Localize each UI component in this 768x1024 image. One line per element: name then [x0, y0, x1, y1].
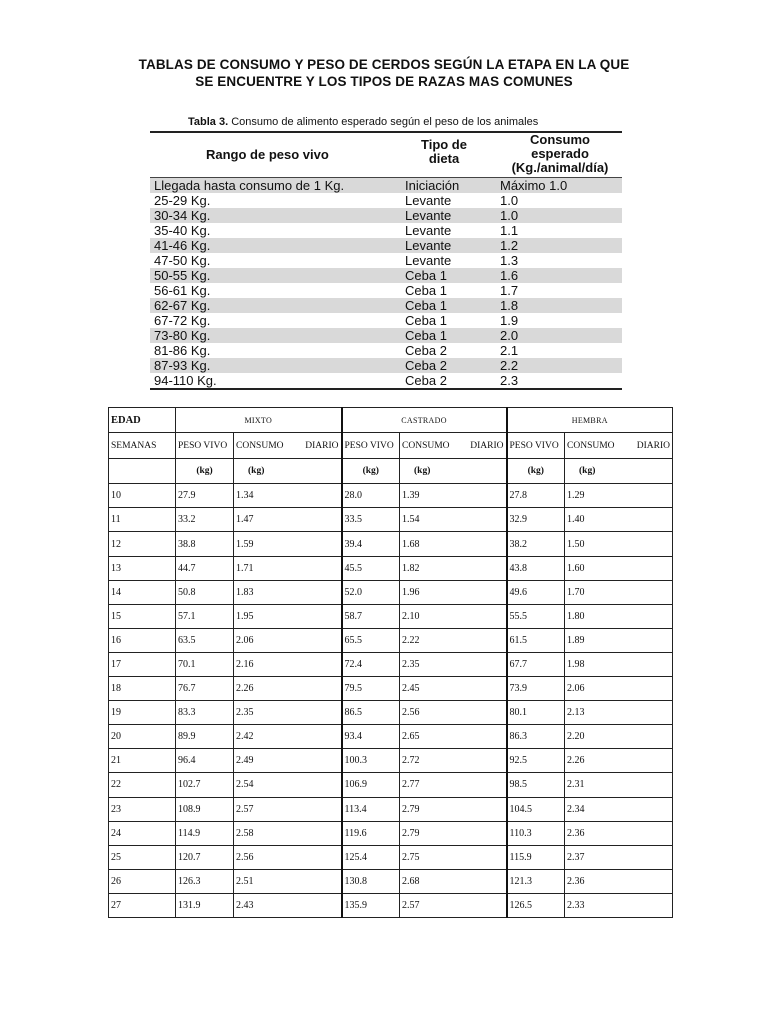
- hembra-weight-cell: 32.9: [507, 508, 565, 532]
- weight-range-cell: Llegada hasta consumo de 1 Kg.: [154, 178, 345, 193]
- mixto-weight-cell: 89.9: [176, 725, 234, 749]
- table-body: [150, 178, 622, 388]
- mixto-consumption-cell: 1.71: [234, 556, 342, 580]
- hembra-weight-cell: 61.5: [507, 628, 565, 652]
- table-header: [150, 133, 622, 178]
- mixto-consumption-cell: 2.42: [234, 725, 342, 749]
- castrado-weight-cell: 52.0: [342, 580, 400, 604]
- hembra-weight-cell: 110.3: [507, 821, 565, 845]
- week-cell: 22: [109, 773, 176, 797]
- hembra-weight-cell: 73.9: [507, 677, 565, 701]
- hembra-consumption-cell: 1.98: [565, 652, 673, 676]
- castrado-weight-cell: 65.5: [342, 628, 400, 652]
- mixto-weight-cell: 76.7: [176, 677, 234, 701]
- mixto-consumption-cell: 1.47: [234, 508, 342, 532]
- hembra-consumption-cell: 2.36: [565, 821, 673, 845]
- hembra-consumption-cell: 2.20: [565, 725, 673, 749]
- castrado-weight-cell: 106.9: [342, 773, 400, 797]
- week-cell: 12: [109, 532, 176, 556]
- mixto-weight-cell: 126.3: [176, 869, 234, 893]
- consumption-cell: 1.0: [500, 193, 519, 208]
- castrado-consumption-cell: 2.77: [400, 773, 507, 797]
- hembra-consumption-cell: 2.26: [565, 749, 673, 773]
- diet-type-cell: Levante: [405, 238, 452, 253]
- table-row: [150, 238, 622, 253]
- castrado-weight-cell: 45.5: [342, 556, 400, 580]
- week-cell: 25: [109, 845, 176, 869]
- weight-range-cell: 73-80 Kg.: [154, 328, 211, 343]
- castrado-weight-cell: 113.4: [342, 797, 400, 821]
- hembra-weight-cell: 38.2: [507, 532, 565, 556]
- table-row: [109, 797, 673, 821]
- hembra-weight-cell: 80.1: [507, 701, 565, 725]
- table-row: [109, 749, 673, 773]
- castrado-weight-cell: 93.4: [342, 725, 400, 749]
- week-cell: 13: [109, 556, 176, 580]
- hembra-weight-cell: 67.7: [507, 652, 565, 676]
- diet-type-cell: Levante: [405, 208, 452, 223]
- mixto-consumption-cell: 1.34: [234, 484, 342, 508]
- header-diet-type: [408, 138, 480, 166]
- header-semanas: SEMANAS: [109, 433, 176, 459]
- table-row: [109, 556, 673, 580]
- mixto-weight-cell: 70.1: [176, 652, 234, 676]
- mixto-weight-cell: 131.9: [176, 893, 234, 917]
- week-cell: 27: [109, 893, 176, 917]
- diet-type-cell: Ceba 1: [405, 298, 447, 313]
- week-cell: 10: [109, 484, 176, 508]
- castrado-weight-cell: 33.5: [342, 508, 400, 532]
- header-mixto: MIXTO: [176, 408, 342, 433]
- table-row: [109, 869, 673, 893]
- castrado-consumption-cell: 2.56: [400, 701, 507, 725]
- diet-type-cell: Ceba 1: [405, 328, 447, 343]
- consumption-cell: 2.0: [500, 328, 519, 343]
- mixto-consumption-cell: 1.95: [234, 604, 342, 628]
- header-hembra-peso: PESO VIVO: [507, 433, 565, 459]
- hembra-consumption-cell: 1.29: [565, 484, 673, 508]
- diet-type-cell: Iniciación: [405, 178, 460, 193]
- table-row: [109, 845, 673, 869]
- mixto-consumption-cell: 2.35: [234, 701, 342, 725]
- header-hembra-consumo: [565, 433, 673, 459]
- consumption-cell: Máximo 1.0: [500, 178, 568, 193]
- unit-hembra-peso: (kg): [507, 459, 565, 484]
- table-row: [150, 313, 622, 328]
- header-hembra: HEMBRA: [507, 408, 673, 433]
- mixto-weight-cell: 120.7: [176, 845, 234, 869]
- castrado-weight-cell: 119.6: [342, 821, 400, 845]
- hembra-consumption-cell: 1.70: [565, 580, 673, 604]
- table-row: [109, 821, 673, 845]
- week-cell: 15: [109, 604, 176, 628]
- weight-range-cell: 50-55 Kg.: [154, 268, 211, 283]
- mixto-weight-cell: 96.4: [176, 749, 234, 773]
- weight-range-cell: 81-86 Kg.: [154, 343, 211, 358]
- mixto-weight-cell: 63.5: [176, 628, 234, 652]
- consumption-cell: 1.6: [500, 268, 519, 283]
- weight-range-cell: 87-93 Kg.: [154, 358, 211, 373]
- castrado-consumption-cell: 2.79: [400, 797, 507, 821]
- mixto-weight-cell: 108.9: [176, 797, 234, 821]
- table-row: [109, 677, 673, 701]
- table-row: [109, 580, 673, 604]
- header-diario-label: DIARIO: [636, 440, 671, 451]
- consumption-cell: 1.7: [500, 283, 519, 298]
- weight-range-cell: 67-72 Kg.: [154, 313, 211, 328]
- castrado-consumption-cell: 1.82: [400, 556, 507, 580]
- consumption-cell: 2.2: [500, 358, 519, 373]
- mixto-weight-cell: 38.8: [176, 532, 234, 556]
- consumption-cell: 1.2: [500, 238, 519, 253]
- mixto-weight-cell: 33.2: [176, 508, 234, 532]
- week-cell: 17: [109, 652, 176, 676]
- mixto-weight-cell: 50.8: [176, 580, 234, 604]
- header-consumption-line3: (Kg./animal/día): [511, 160, 609, 175]
- weight-range-cell: 47-50 Kg.: [154, 253, 211, 268]
- mixto-consumption-cell: 2.56: [234, 845, 342, 869]
- table-caption: [150, 114, 622, 133]
- header-consumption-line1: Consumo: [530, 132, 590, 147]
- mixto-consumption-cell: 2.57: [234, 797, 342, 821]
- header-diet-type-line1: Tipo de: [421, 137, 467, 152]
- consumption-cell: 1.8: [500, 298, 519, 313]
- table-row: [150, 298, 622, 313]
- hembra-consumption-cell: 2.06: [565, 677, 673, 701]
- week-cell: 16: [109, 628, 176, 652]
- mixto-weight-cell: 44.7: [176, 556, 234, 580]
- header-consumption-line2: esperado: [531, 146, 589, 161]
- mixto-consumption-cell: 2.49: [234, 749, 342, 773]
- table-row: [150, 328, 622, 343]
- hembra-weight-cell: 104.5: [507, 797, 565, 821]
- week-cell: 21: [109, 749, 176, 773]
- diet-type-cell: Levante: [405, 193, 452, 208]
- weight-range-cell: 41-46 Kg.: [154, 238, 211, 253]
- column-header-row: [109, 433, 673, 459]
- week-cell: 11: [109, 508, 176, 532]
- mixto-consumption-cell: 2.06: [234, 628, 342, 652]
- mixto-consumption-cell: 2.26: [234, 677, 342, 701]
- castrado-weight-cell: 28.0: [342, 484, 400, 508]
- castrado-consumption-cell: 2.72: [400, 749, 507, 773]
- weight-range-cell: 30-34 Kg.: [154, 208, 211, 223]
- diet-type-cell: Levante: [405, 223, 452, 238]
- header-diario-label: DIARIO: [470, 440, 504, 451]
- unit-castrado-peso: (kg): [342, 459, 400, 484]
- hembra-consumption-cell: 2.13: [565, 701, 673, 725]
- mixto-consumption-cell: 2.16: [234, 652, 342, 676]
- hembra-consumption-cell: 1.89: [565, 628, 673, 652]
- mixto-weight-cell: 57.1: [176, 604, 234, 628]
- hembra-weight-cell: 121.3: [507, 869, 565, 893]
- header-weight-range: Rango de peso vivo: [206, 147, 329, 162]
- week-cell: 18: [109, 677, 176, 701]
- table-row: [109, 652, 673, 676]
- castrado-weight-cell: 130.8: [342, 869, 400, 893]
- hembra-weight-cell: 43.8: [507, 556, 565, 580]
- table-row: [150, 223, 622, 238]
- table-row: [109, 773, 673, 797]
- hembra-weight-cell: 92.5: [507, 749, 565, 773]
- castrado-consumption-cell: 2.22: [400, 628, 507, 652]
- castrado-consumption-cell: 1.96: [400, 580, 507, 604]
- weight-range-cell: 62-67 Kg.: [154, 298, 211, 313]
- mixto-weight-cell: 83.3: [176, 701, 234, 725]
- castrado-weight-cell: 79.5: [342, 677, 400, 701]
- table-row: [150, 253, 622, 268]
- mixto-consumption-cell: 1.83: [234, 580, 342, 604]
- header-castrado-consumo: [400, 433, 507, 459]
- table-row: [150, 178, 622, 193]
- unit-mixto-peso: (kg): [176, 459, 234, 484]
- header-mixto-consumo: [234, 433, 342, 459]
- castrado-weight-cell: 72.4: [342, 652, 400, 676]
- mixto-weight-cell: 114.9: [176, 821, 234, 845]
- castrado-weight-cell: 135.9: [342, 893, 400, 917]
- header-consumo-label: CONSUMO: [567, 440, 615, 451]
- castrado-consumption-cell: 2.79: [400, 821, 507, 845]
- weight-range-cell: 56-61 Kg.: [154, 283, 211, 298]
- hembra-consumption-cell: 2.37: [565, 845, 673, 869]
- table-row: [150, 343, 622, 358]
- table-bottom-rule: [150, 388, 622, 390]
- hembra-consumption-cell: 1.60: [565, 556, 673, 580]
- weight-range-cell: 94-110 Kg.: [154, 373, 217, 388]
- table-row: [150, 208, 622, 223]
- hembra-weight-cell: 98.5: [507, 773, 565, 797]
- mixto-consumption-cell: 2.58: [234, 821, 342, 845]
- castrado-weight-cell: 125.4: [342, 845, 400, 869]
- diet-type-cell: Ceba 2: [405, 343, 447, 358]
- weight-range-cell: 35-40 Kg.: [154, 223, 211, 238]
- table-row: [109, 508, 673, 532]
- consumption-by-weight-table: [150, 114, 622, 390]
- week-cell: 20: [109, 725, 176, 749]
- title-line-2: SE ENCUENTRE Y LOS TIPOS DE RAZAS MAS COMUNES: [195, 74, 573, 89]
- header-edad: EDAD: [109, 408, 176, 433]
- mixto-consumption-cell: 2.51: [234, 869, 342, 893]
- page-title: [60, 56, 708, 90]
- hembra-consumption-cell: 2.34: [565, 797, 673, 821]
- table-row: [109, 701, 673, 725]
- diet-type-cell: Ceba 2: [405, 358, 447, 373]
- hembra-weight-cell: 86.3: [507, 725, 565, 749]
- castrado-consumption-cell: 1.54: [400, 508, 507, 532]
- mixto-weight-cell: 102.7: [176, 773, 234, 797]
- castrado-weight-cell: 39.4: [342, 532, 400, 556]
- castrado-weight-cell: 86.5: [342, 701, 400, 725]
- table-number: Tabla 3.: [188, 116, 229, 128]
- hembra-consumption-cell: 2.36: [565, 869, 673, 893]
- diet-type-cell: Ceba 1: [405, 268, 447, 283]
- diet-type-cell: Ceba 1: [405, 283, 447, 298]
- unit-castrado-consumo: (kg): [400, 459, 507, 484]
- unit-hembra-consumo: (kg): [565, 459, 673, 484]
- consumption-cell: 1.9: [500, 313, 519, 328]
- hembra-consumption-cell: 2.33: [565, 893, 673, 917]
- header-expected-consumption: [500, 133, 620, 175]
- hembra-consumption-cell: 1.50: [565, 532, 673, 556]
- table-row: [109, 725, 673, 749]
- week-cell: 26: [109, 869, 176, 893]
- diet-type-cell: Ceba 1: [405, 313, 447, 328]
- consumption-cell: 2.3: [500, 373, 519, 388]
- table-caption-text: Consumo de alimento esperado según el peso de los animales: [231, 116, 539, 128]
- header-castrado-peso: PESO VIVO: [342, 433, 400, 459]
- unit-empty: [109, 459, 176, 484]
- castrado-consumption-cell: 2.75: [400, 845, 507, 869]
- table-row: [150, 193, 622, 208]
- hembra-weight-cell: 55.5: [507, 604, 565, 628]
- hembra-consumption-cell: 1.80: [565, 604, 673, 628]
- week-cell: 23: [109, 797, 176, 821]
- hembra-weight-cell: 49.6: [507, 580, 565, 604]
- castrado-consumption-cell: 1.39: [400, 484, 507, 508]
- table-row: [150, 373, 622, 388]
- castrado-consumption-cell: 2.45: [400, 677, 507, 701]
- header-consumo-label: CONSUMO: [402, 440, 450, 451]
- hembra-consumption-cell: 1.40: [565, 508, 673, 532]
- castrado-consumption-cell: 2.10: [400, 604, 507, 628]
- castrado-consumption-cell: 2.57: [400, 893, 507, 917]
- diet-type-cell: Ceba 2: [405, 373, 447, 388]
- weight-range-cell: 25-29 Kg.: [154, 193, 211, 208]
- group-header-row: [109, 408, 673, 433]
- mixto-weight-cell: 27.9: [176, 484, 234, 508]
- mixto-consumption-cell: 1.59: [234, 532, 342, 556]
- header-diet-type-line2: dieta: [428, 151, 460, 166]
- hembra-consumption-cell: 2.31: [565, 773, 673, 797]
- table-row: [150, 283, 622, 298]
- table-row: [109, 604, 673, 628]
- header-castrado: CASTRADO: [342, 408, 507, 433]
- castrado-consumption-cell: 2.65: [400, 725, 507, 749]
- table-row: [109, 628, 673, 652]
- table-row: [109, 484, 673, 508]
- castrado-consumption-cell: 2.68: [400, 869, 507, 893]
- hembra-weight-cell: 126.5: [507, 893, 565, 917]
- castrado-consumption-cell: 2.35: [400, 652, 507, 676]
- header-diario-label: DIARIO: [305, 440, 339, 451]
- consumption-cell: 1.0: [500, 208, 519, 223]
- hembra-weight-cell: 115.9: [507, 845, 565, 869]
- week-cell: 14: [109, 580, 176, 604]
- hembra-weight-cell: 27.8: [507, 484, 565, 508]
- header-mixto-peso: PESO VIVO: [176, 433, 234, 459]
- header-consumo-label: CONSUMO: [236, 440, 284, 451]
- table-row: [109, 893, 673, 917]
- castrado-weight-cell: 58.7: [342, 604, 400, 628]
- castrado-weight-cell: 100.3: [342, 749, 400, 773]
- week-cell: 19: [109, 701, 176, 725]
- castrado-consumption-cell: 1.68: [400, 532, 507, 556]
- unit-mixto-consumo: (kg): [234, 459, 342, 484]
- week-cell: 24: [109, 821, 176, 845]
- mixto-consumption-cell: 2.43: [234, 893, 342, 917]
- diet-type-cell: Levante: [405, 253, 452, 268]
- unit-row: [109, 459, 673, 484]
- table-row: [150, 268, 622, 283]
- title-line-1: TABLAS DE CONSUMO Y PESO DE CERDOS SEGÚN LA ETAPA EN LA QUE: [138, 57, 630, 72]
- table-row: [150, 358, 622, 373]
- mixto-consumption-cell: 2.54: [234, 773, 342, 797]
- consumption-cell: 1.3: [500, 253, 519, 268]
- table-row: [109, 532, 673, 556]
- consumption-cell: 1.1: [500, 223, 519, 238]
- consumption-cell: 2.1: [500, 343, 519, 358]
- weight-by-age-table: [108, 407, 673, 918]
